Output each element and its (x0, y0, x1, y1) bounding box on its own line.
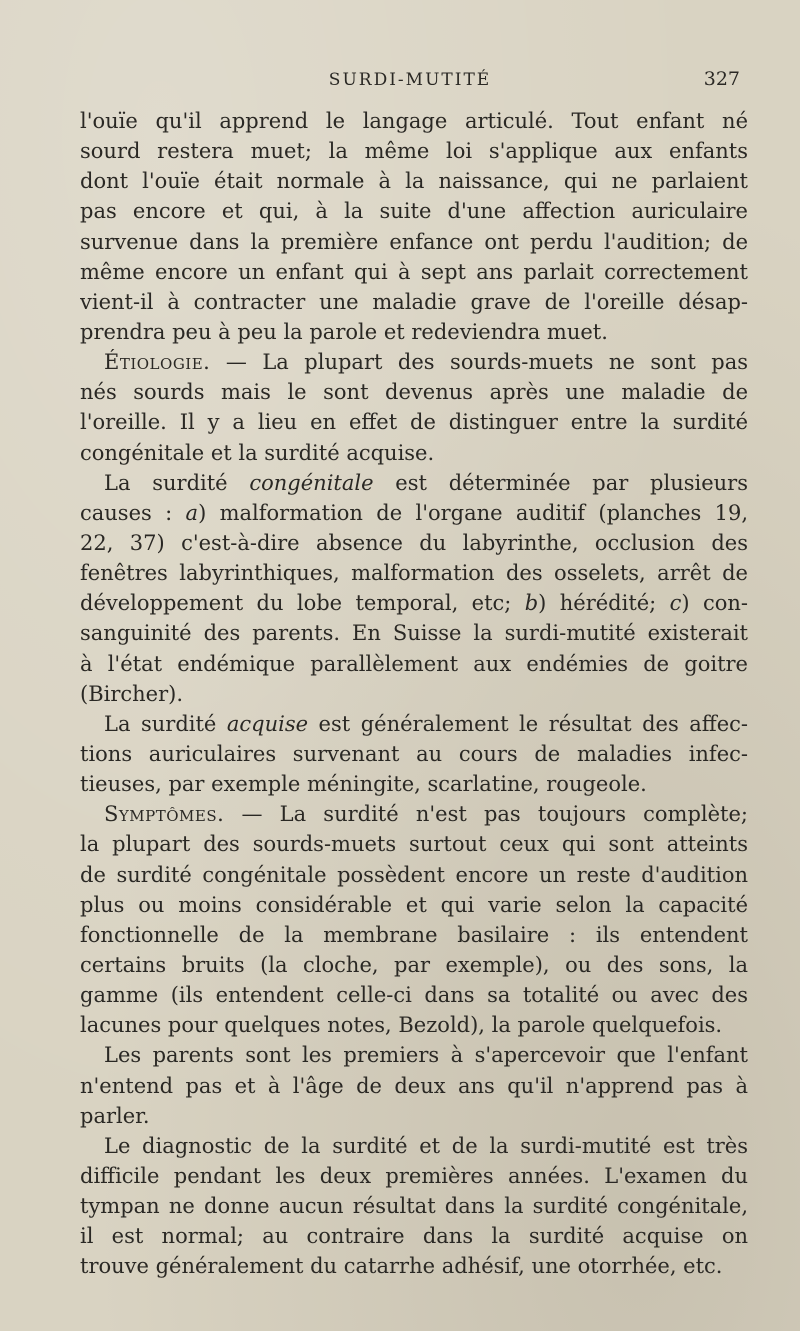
text-line: pas encore et qui, à la suite d'une affection auriculaire (80, 199, 748, 224)
text-line: survenue dans la première enfance ont perdu l'audition; de (80, 229, 748, 254)
running-head (80, 64, 740, 92)
running-title: SURDI-MUTITÉ (328, 70, 492, 90)
text-line: nés sourds mais le sont devenus après une maladie de (80, 380, 748, 405)
text-line: Symptômes. — La surdité n'est pas toujours complète; (104, 802, 748, 827)
text-line: dont l'ouïe était normale à la naissance, qui ne parlaient (80, 169, 748, 194)
text-line: plus ou moins considérable et qui varie selon la capacité (80, 892, 748, 917)
text-line: n'entend pas et à l'âge de deux ans qu'il n'apprend pas à (80, 1073, 748, 1098)
text-line: gamme (ils entendent celle-ci dans sa totalité ou avec des (80, 983, 748, 1008)
text-line: congénitale et la surdité acquise. (80, 440, 435, 465)
section-heading-symptomes: Symptômes. (104, 802, 225, 827)
page-number: 327 (703, 68, 740, 90)
text-line: à l'état endémique parallèlement aux endémies de goitre (80, 651, 748, 676)
text-line: même encore un enfant qui à sept ans parlait correctement (80, 259, 748, 284)
text-line: il est normal; au contraire dans la surdité acquise on (80, 1224, 748, 1249)
text-line: développement du lobe temporal, etc; b) hérédité; c) con- (80, 591, 748, 616)
text-line: de surdité congénitale possèdent encore un reste d'audition (80, 862, 748, 887)
section-heading-etiologie: Étiologie. (104, 350, 211, 375)
text-line: lacunes pour quelques notes, Bezold), la parole quelquefois. (80, 1013, 723, 1038)
text-line: la plupart des sourds-muets surtout ceux qui sont atteints (80, 832, 748, 857)
text-line: l'ouïe qu'il apprend le langage articulé. Tout enfant né (80, 109, 748, 133)
body-text (80, 106, 748, 1281)
text-line: Le diagnostic de la surdité et de la surdi-mutité est très (104, 1133, 748, 1158)
text-line: difficile pendant les deux premières années. L'examen du (80, 1163, 748, 1188)
text-line: La surdité congénitale est déterminée par plusieurs (104, 470, 748, 495)
text-line: causes : a) malformation de l'organe auditif (planches 19, (80, 500, 748, 525)
text-line: sourd restera muet; la même loi s'applique aux enfants (80, 139, 748, 164)
text-line: l'oreille. Il y a lieu en effet de distinguer entre la surdité (80, 410, 748, 435)
text-line: sanguinité des parents. En Suisse la surdi-mutité existerait (80, 621, 748, 646)
text-line: tieuses, par exemple méningite, scarlatine, rougeole. (80, 772, 647, 797)
text-line: Les parents sont les premiers à s'apercevoir que l'enfant (104, 1043, 748, 1068)
text-line: parler. (80, 1103, 150, 1128)
text-line: 22, 37) c'est-à-dire absence du labyrinthe, occlusion des (80, 530, 748, 555)
text-line: La surdité acquise est généralement le résultat des affec- (104, 711, 748, 736)
text-line: (Bircher). (80, 681, 184, 706)
text-line: prendra peu à peu la parole et redeviendra muet. (80, 319, 608, 344)
text-line: trouve généralement du catarrhe adhésif, une otorrhée, etc. (80, 1254, 723, 1279)
text-line: certains bruits (la cloche, par exemple), ou des sons, la (80, 952, 748, 977)
text-line: Étiologie. — La plupart des sourds-muets ne sont pas (104, 350, 748, 375)
text-line: tympan ne donne aucun résultat dans la surdité congénitale, (80, 1194, 748, 1219)
text-line: fenêtres labyrinthiques, malformation des osselets, arrêt de (80, 561, 748, 586)
text-line: vient-il à contracter une maladie grave de l'oreille désap- (80, 289, 748, 314)
text-line: tions auriculaires survenant au cours de maladies infec- (80, 741, 748, 766)
text-line: fonctionnelle de la membrane basilaire : ils entendent (80, 922, 748, 947)
